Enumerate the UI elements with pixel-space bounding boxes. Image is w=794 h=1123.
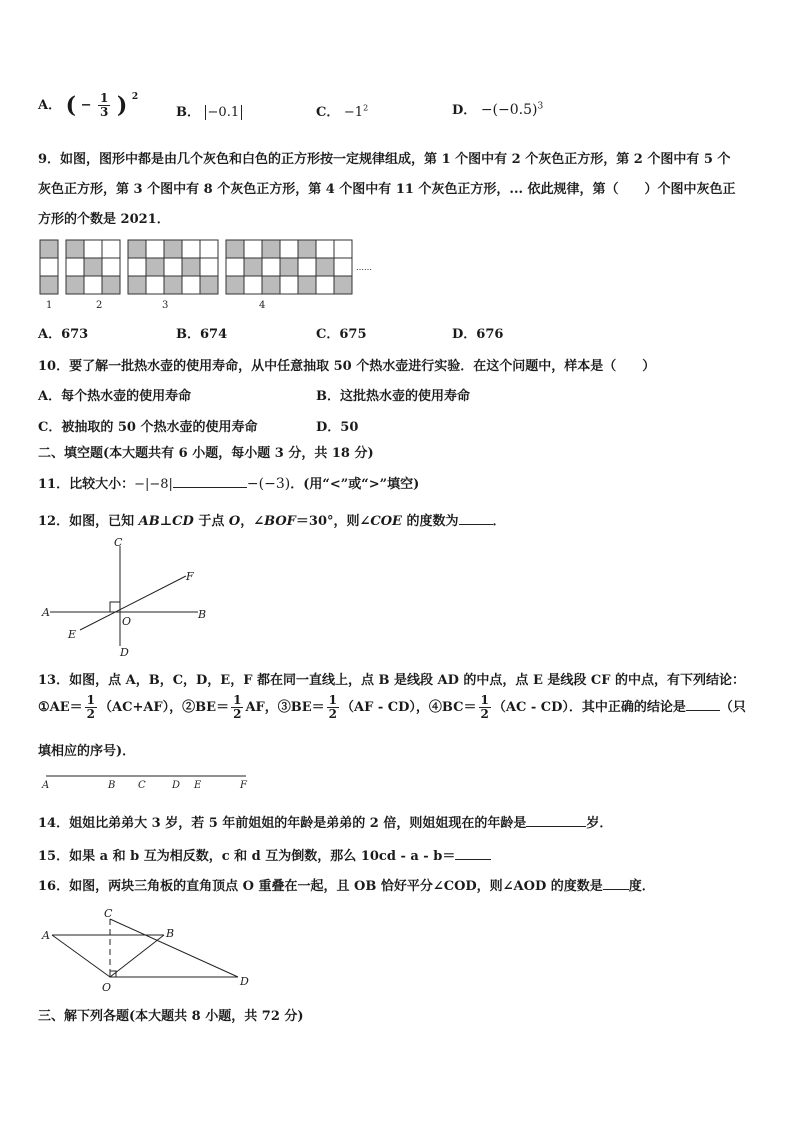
label-b: B	[108, 780, 116, 791]
label-a: A	[42, 780, 50, 791]
fig-label-1: 1	[46, 300, 53, 311]
q13-line3: 填相应的序号)．	[38, 744, 136, 759]
q10-option-b: B．这批热水壶的使用寿命	[316, 389, 470, 404]
label-f: F	[240, 780, 247, 791]
q9-option-a: A．673	[38, 327, 89, 342]
q9-option-c: C．675	[316, 327, 367, 342]
section-3-heading: 三、解下列各题(本大题共 8 小题，共 72 分)	[38, 1009, 304, 1024]
label-e: E	[68, 628, 77, 641]
q8-option-c: C． $-1^2$	[316, 103, 369, 120]
label-a: A	[42, 929, 50, 942]
fig-label-3: 3	[162, 300, 169, 311]
q12-figure	[38, 534, 218, 659]
label-e: E	[194, 780, 202, 791]
label-d: D	[172, 780, 181, 791]
q10-option-d: D．50	[316, 420, 359, 435]
q13-figure	[38, 768, 258, 794]
q9-option-b: B．674	[176, 327, 228, 342]
q9-pattern-figure	[36, 234, 416, 314]
q13-line1: 13．如图，点 A，B，C，D，E，F 都在同一直线上，点 B 是线段 AD 的中点，点 E 是线段 CF 的中点，有下列结论：	[38, 673, 746, 688]
q9-line1: 9．如图，图形中都是由几个灰色和白色的正方形按一定规律组成，第 1 个图中有 2 个灰色正方形，第 2 个图中有 5 个	[38, 152, 731, 167]
q10-option-a: A．每个热水壶的使用寿命	[38, 389, 192, 404]
q16: 16．如图，两块三角板的直角顶点 O 重叠在一起，且 OB 恰好平分∠COD，则∠AOD 的度数是 度．	[38, 879, 655, 894]
q11: 11．比较大小：−|−8| −(−3)．(用“<”或“>”填空)	[38, 476, 420, 492]
label-f: F	[186, 570, 194, 583]
q14: 14．姐姐比弟弟大 3 岁，若 5 年前姐姐的年龄是弟弟的 2 倍，则姐姐现在的年龄是 岁．	[38, 816, 613, 831]
label-c: C	[138, 780, 146, 791]
fig-label-4: 4	[259, 300, 266, 311]
q12-stem: 12．如图，已知 AB⊥CD 于点 O，∠BOF＝30°，则∠COE 的度数为 ．	[38, 514, 506, 529]
q9-line3: 方形的个数是 2021．	[38, 212, 170, 227]
label-d: D	[120, 646, 129, 659]
q8-option-a: A． ( − $\frac{1}{3}$ ) $^2$	[38, 91, 139, 119]
label-b: B	[198, 608, 207, 621]
q9-option-d: D．676	[452, 327, 504, 342]
fig-label-2: 2	[96, 300, 103, 311]
label-a: A	[42, 606, 50, 619]
label-o: O	[122, 615, 132, 628]
q16-figure	[38, 905, 268, 1005]
q8-option-b: B． −0.1	[176, 101, 242, 120]
q8-option-d: D． $-(-0.5)^3$	[452, 101, 544, 118]
q10-stem: 10．要了解一批热水壶的使用寿命，从中任意抽取 50 个热水壶进行实验．在这个问题中，样本是（ ）	[38, 359, 656, 374]
label-c: C	[114, 536, 123, 549]
q13-line2: ①AE＝ $\frac{1}{2}$ （AC+AF），②BE＝ $\frac{1}{2}$ AF，③BE＝ $\frac{1}{2}$ （AF - CD），④BC＝ $\frac{1}{2}$ （AC - CD）．其中正确的结论是 （只	[38, 693, 746, 721]
q10-option-c: C．被抽取的 50 个热水壶的使用寿命	[38, 420, 258, 435]
fig-ellipsis: ……	[356, 263, 372, 272]
label-b: B	[166, 927, 175, 940]
label-c: C	[104, 907, 113, 920]
label-d: D	[240, 975, 249, 988]
section-2-heading: 二、填空题(本大题共有 6 小题，每小题 3 分，共 18 分)	[38, 446, 374, 461]
q9-line2: 灰色正方形，第 3 个图中有 8 个灰色正方形，第 4 个图中有 11 个灰色正方形，... 依此规律，第（ ）个图中灰色正	[38, 182, 736, 197]
q15: 15．如果 a 和 b 互为相反数，c 和 d 互为倒数，那么 10cd - a - b＝	[38, 845, 491, 864]
label-o: O	[102, 981, 112, 994]
